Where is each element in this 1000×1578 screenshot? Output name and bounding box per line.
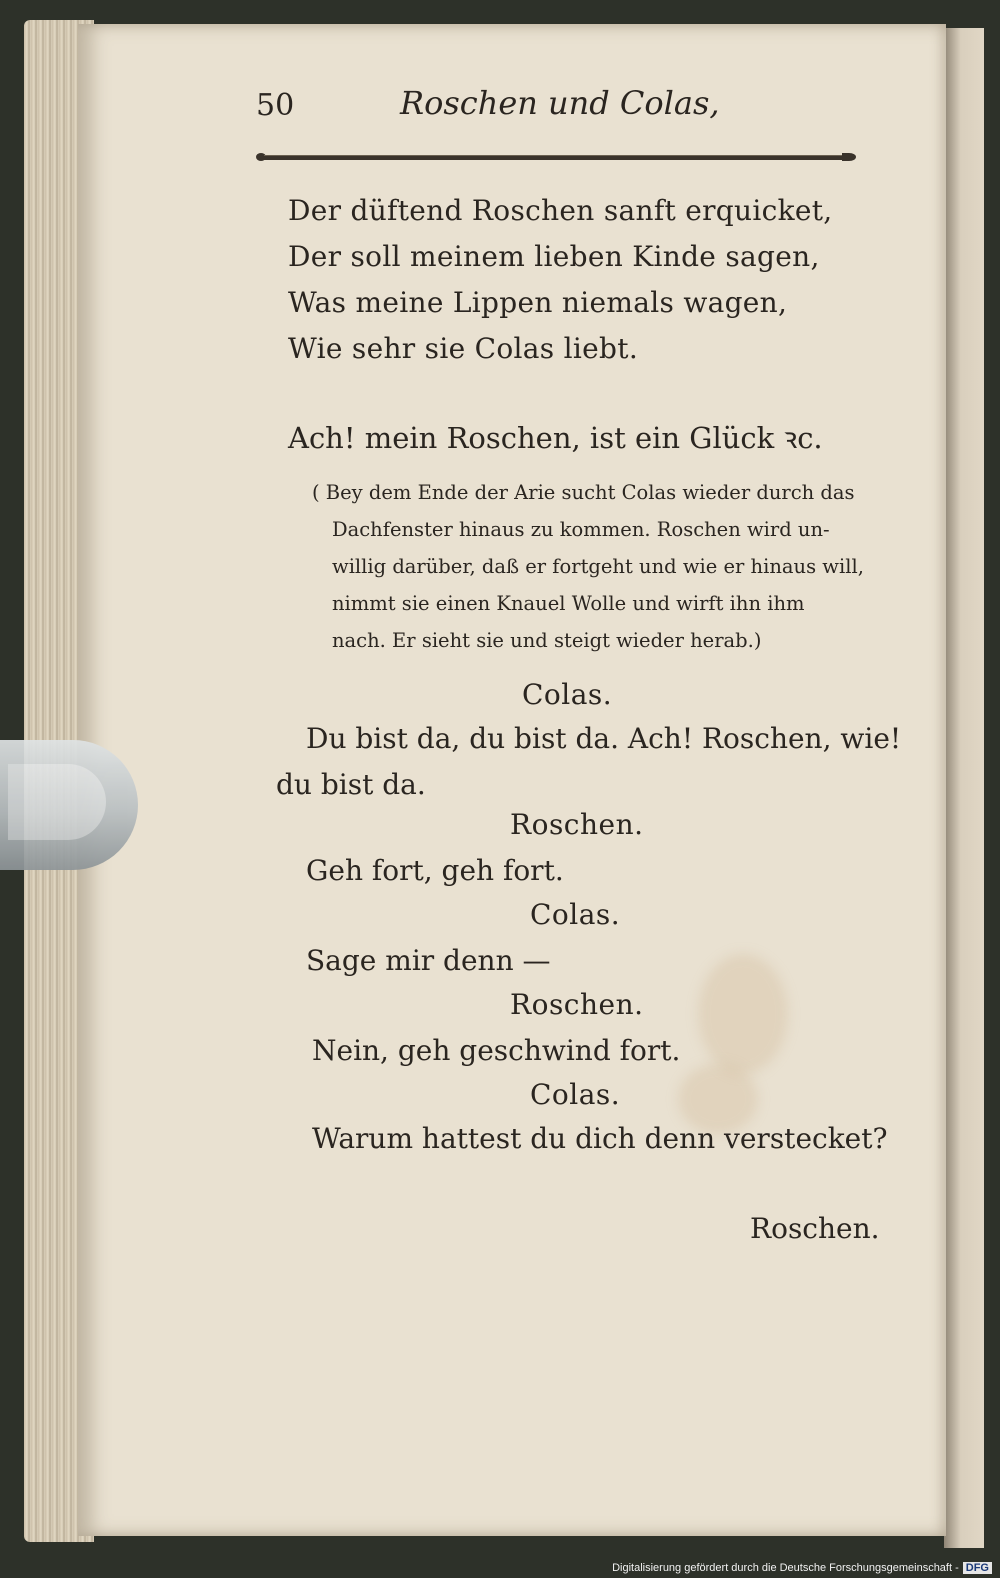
stage-direction-line: willig darüber, daß er fortgeht und wie er hinaus will,: [332, 555, 864, 578]
verse-line: Der düftend Roschen sanft erquicket,: [288, 194, 833, 227]
dialogue-line: Nein, geh geschwind fort.: [312, 1034, 681, 1067]
dialogue-line: Warum hattest du dich denn verstecket?: [312, 1122, 888, 1155]
stage-direction-line: nimmt sie einen Knauel Wolle und wirft ihn ihm: [332, 592, 805, 615]
speaker-name: Roschen.: [510, 808, 644, 841]
running-head: Roschen und Colas,: [400, 84, 720, 122]
dialogue-line: Sage mir denn —: [306, 944, 551, 977]
speaker-name: Colas.: [530, 898, 621, 931]
stage-direction-line: ( Bey dem Ende der Arie sucht Colas wieder durch das: [312, 481, 855, 504]
speaker-name: Colas.: [522, 678, 613, 711]
stage-direction-line: Dachfenster hinaus zu kommen. Roschen wird un-: [332, 518, 830, 541]
credit-text: Digitalisierung gefördert durch die Deutsche Forschungsgemeinschaft -: [612, 1562, 959, 1574]
foxing-stain: [698, 954, 788, 1074]
speaker-name: Colas.: [530, 1078, 621, 1111]
stage-direction-line: nach. Er sieht sie und steigt wieder herab.): [332, 629, 762, 652]
verse-line: Was meine Lippen niemals wagen,: [288, 286, 788, 319]
catchword: Roschen.: [750, 1212, 880, 1245]
verse-line: Der soll meinem lieben Kinde sagen,: [288, 240, 820, 273]
ornamental-rule: [256, 152, 856, 162]
dialogue-line: du bist da.: [276, 768, 426, 801]
refrain-line: Ach! mein Roschen, ist ein Glück ꝛc.: [288, 421, 823, 455]
scan-border-right: [984, 28, 1000, 1548]
verse-line: Wie sehr sie Colas liebt.: [288, 332, 639, 365]
digitization-credit: [612, 1562, 992, 1574]
dfg-logo: DFG: [963, 1562, 992, 1574]
speaker-name: Roschen.: [510, 988, 644, 1021]
page-number: 50: [256, 88, 295, 123]
dialogue-line: Geh fort, geh fort.: [306, 854, 564, 887]
stage-direction: [312, 474, 872, 659]
dialogue-line: Du bist da, du bist da. Ach! Roschen, wie!: [306, 722, 902, 755]
page-clip: [0, 740, 138, 870]
